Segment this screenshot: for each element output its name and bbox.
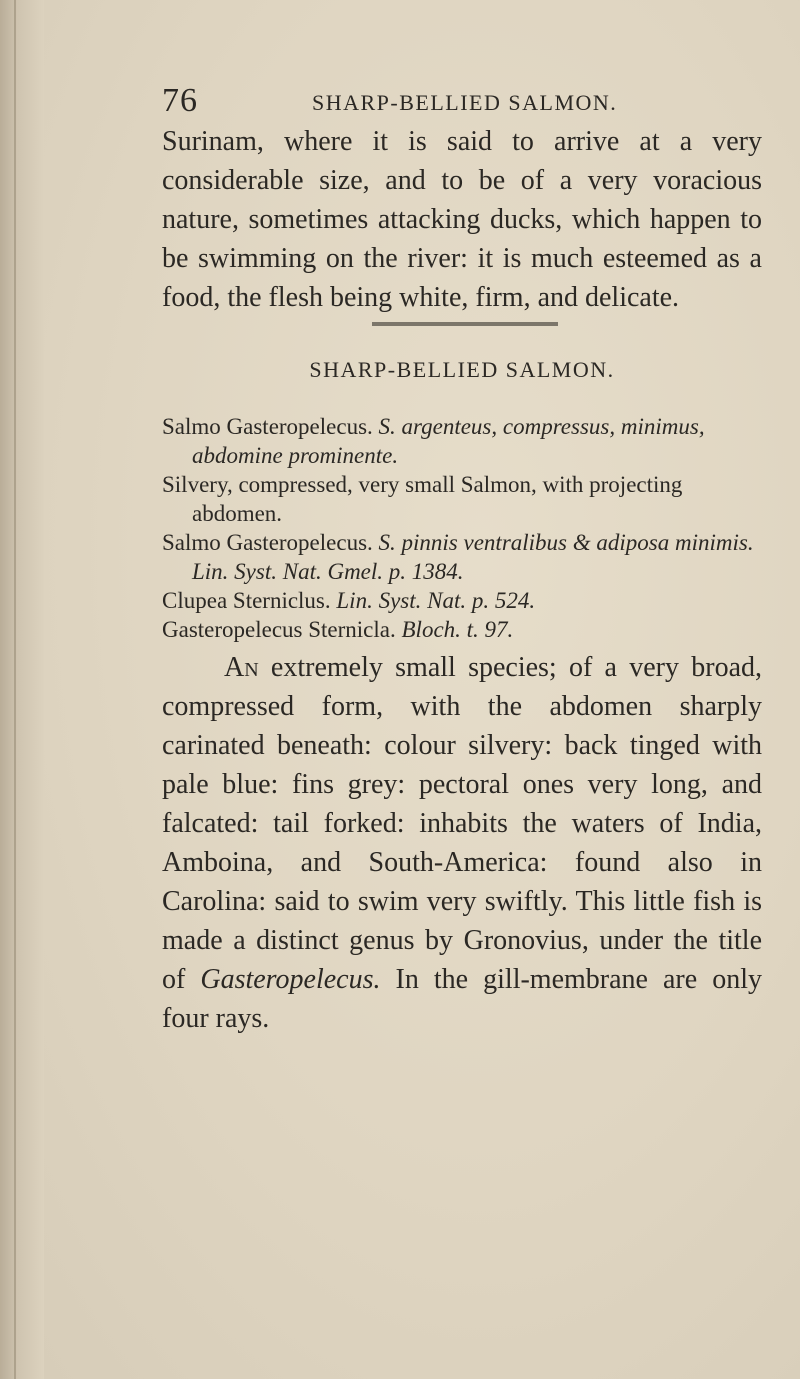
synonymy-entry [162,412,762,470]
running-head [162,82,762,122]
synonymy-entry [162,586,762,615]
synonymy-name: Gasteropelecus Sternicla. [162,617,396,642]
description-lead: An [224,652,259,683]
synonymy-entry [162,470,762,528]
synonymy-citation: S. argenteus, compressus, minimus, abdomine prominente. [192,414,705,468]
description-paragraph [162,648,762,1038]
synonymy-name: Salmo Gasteropelecus. [162,414,373,439]
synonymy-name: Silvery, compressed, very small Salmon, with projecting abdomen. [162,472,683,526]
synonymy-entry [162,528,762,586]
synonymy-citation: S. pinnis ventralibus & adiposa minimis. Lin. Syst. Nat. Gmel. p. 1384. [192,530,754,584]
synonymy-entry [162,615,762,644]
synonymy-citation: Lin. Syst. Nat. p. 524. [336,588,536,613]
description-text-1: extremely small species; of a very broad, compressed form, with the abdomen sharply carinated beneath: colour silvery: back tinged with pale blue: fins grey: pectoral ones very long, and falcated: tail forked: inhabits the waters of India, Amboina, and South-America: found also in Carolina: said to swim very swiftly. This little fish is made a distinct genus by Gronovius, under the title of [162,652,762,995]
section-title: SHARP-BELLIED SALMON. [309,357,615,382]
description-text-2: In the gill-membrane are only four rays. [162,964,762,1034]
page-gutter [0,0,44,1379]
gutter-edge-line [14,0,16,1379]
genus-name: Gasteropelecus. [200,964,381,995]
synonymy-name: Salmo Gasteropelecus. [162,530,373,555]
section-divider [372,322,558,326]
synonymy-list [162,412,762,644]
continuation-paragraph: Surinam, where it is said to arrive at a very considerable size, and to be of a very voracious nature, sometimes attacking ducks, which happen to be swimming on the river: it is much esteemed as a food, the flesh being white, firm, and delicate. [162,126,762,313]
synonymy-name: Clupea Sterniclus. [162,588,331,613]
running-title: SHARP-BELLIED SALMON. [312,90,618,115]
page-number: 76 [162,82,198,119]
synonymy-citation: Bloch. t. 97. [401,617,514,642]
